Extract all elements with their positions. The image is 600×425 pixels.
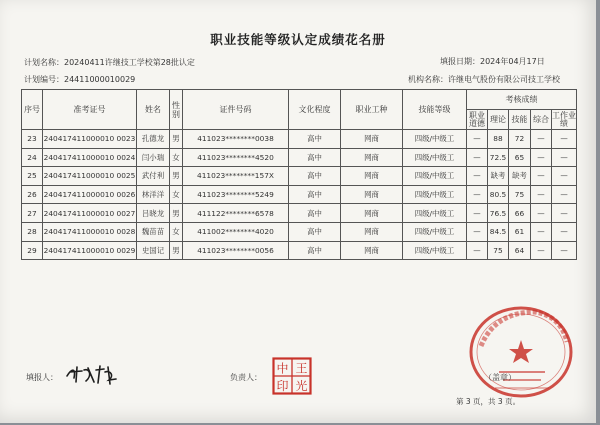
cell-job: 网商 bbox=[341, 185, 403, 204]
cell-skill: 61 bbox=[509, 222, 531, 241]
cell-performance: — bbox=[552, 167, 577, 186]
cell-edu: 高中 bbox=[289, 167, 341, 186]
cell-seq: 29 bbox=[22, 241, 43, 260]
cell-skill: 65 bbox=[509, 148, 531, 167]
cell-job: 网商 bbox=[341, 167, 403, 186]
cell-edu: 高中 bbox=[289, 148, 341, 167]
cell-edu: 高中 bbox=[289, 185, 341, 204]
cell-gender: 女 bbox=[170, 185, 183, 204]
header-scores: 考核成绩 bbox=[467, 90, 577, 110]
table-row bbox=[22, 204, 577, 223]
table-row bbox=[22, 241, 577, 260]
cell-gender: 男 bbox=[170, 130, 183, 149]
cell-performance: — bbox=[552, 185, 577, 204]
cell-job: 网商 bbox=[341, 130, 403, 149]
cell-skill: 66 bbox=[509, 204, 531, 223]
cell-gender: 男 bbox=[170, 241, 183, 260]
cell-performance: — bbox=[552, 222, 577, 241]
cell-theory: 80.5 bbox=[488, 185, 509, 204]
cell-job: 网商 bbox=[341, 204, 403, 223]
cell-edu: 高中 bbox=[289, 241, 341, 260]
cell-seq: 24 bbox=[22, 148, 43, 167]
seal-label: （盖章） bbox=[484, 373, 516, 382]
cell-performance: — bbox=[552, 130, 577, 149]
cell-job: 网商 bbox=[341, 148, 403, 167]
table-header-row bbox=[22, 90, 577, 110]
table-row bbox=[22, 185, 577, 204]
cell-composite: — bbox=[531, 167, 552, 186]
cell-theory: 缺考 bbox=[488, 167, 509, 186]
cell-id: 411023********5249 bbox=[183, 185, 289, 204]
header-ethics: 职业道德 bbox=[467, 110, 488, 130]
stamp-char: 中 bbox=[276, 361, 289, 376]
page-number: 第 3 页，共 3 页。 bbox=[456, 397, 521, 406]
cell-id: 411002********4020 bbox=[183, 222, 289, 241]
cell-level: 四级/中级工 bbox=[403, 204, 467, 223]
cell-theory: 84.5 bbox=[488, 222, 509, 241]
cell-id: 411023********0038 bbox=[183, 130, 289, 149]
cell-job: 网商 bbox=[341, 222, 403, 241]
cell-ethics: — bbox=[467, 185, 488, 204]
cell-seq: 23 bbox=[22, 130, 43, 149]
cell-ticket: 240417411000010 0029 bbox=[43, 241, 137, 260]
cell-performance: — bbox=[552, 204, 577, 223]
cell-composite: — bbox=[531, 185, 552, 204]
cell-seq: 25 bbox=[22, 167, 43, 186]
plan-name: 计划名称：20240411许继技工学校第28批认定 bbox=[24, 58, 195, 67]
cell-id: 411122********6578 bbox=[183, 204, 289, 223]
cell-level: 四级/中级工 bbox=[403, 167, 467, 186]
cell-name: 林洋洋 bbox=[137, 185, 170, 204]
institution-name: 机构名称：许继电气股份有限公司技工学校 bbox=[408, 75, 560, 84]
header-ticket: 准考证号 bbox=[43, 90, 137, 130]
cell-id: 411023********157X bbox=[183, 167, 289, 186]
header-theory: 理论 bbox=[488, 110, 509, 130]
table-row bbox=[22, 130, 577, 149]
cell-edu: 高中 bbox=[289, 222, 341, 241]
table-row bbox=[22, 222, 577, 241]
header-education: 文化程度 bbox=[289, 90, 341, 130]
cell-ethics: — bbox=[467, 222, 488, 241]
cell-id: 411023********4520 bbox=[183, 148, 289, 167]
responsible-label: 负责人： bbox=[230, 373, 262, 382]
cell-id: 411023********0056 bbox=[183, 241, 289, 260]
cell-level: 四级/中级工 bbox=[403, 241, 467, 260]
cell-skill: 72 bbox=[509, 130, 531, 149]
cell-level: 四级/中级工 bbox=[403, 185, 467, 204]
cell-ethics: — bbox=[467, 241, 488, 260]
cell-name: 吕晓龙 bbox=[137, 204, 170, 223]
cell-name: 武付利 bbox=[137, 167, 170, 186]
cell-name: 闫小瑞 bbox=[137, 148, 170, 167]
cell-ticket: 240417411000010 0027 bbox=[43, 204, 137, 223]
company-seal-stamp bbox=[465, 302, 575, 400]
cell-composite: — bbox=[531, 148, 552, 167]
cell-skill: 64 bbox=[509, 241, 531, 260]
document-title: 职业技能等级认定成绩花名册 bbox=[210, 32, 386, 47]
plan-number: 计划编号：24411000010029 bbox=[24, 75, 136, 84]
filler-label: 填报人： bbox=[26, 373, 58, 382]
cell-performance: — bbox=[552, 241, 577, 260]
table-row bbox=[22, 167, 577, 186]
cell-job: 网商 bbox=[341, 241, 403, 260]
cell-composite: — bbox=[531, 222, 552, 241]
cell-level: 四级/中级工 bbox=[403, 148, 467, 167]
cell-ticket: 240417411000010 0026 bbox=[43, 185, 137, 204]
cell-ethics: — bbox=[467, 167, 488, 186]
cell-ethics: — bbox=[467, 204, 488, 223]
stamp-char: 印 bbox=[276, 379, 289, 393]
header-name: 姓名 bbox=[137, 90, 170, 130]
header-level: 技能等级 bbox=[403, 90, 467, 130]
cell-seq: 28 bbox=[22, 222, 43, 241]
cell-name: 孔德龙 bbox=[137, 130, 170, 149]
header-skill: 技能 bbox=[509, 110, 531, 130]
cell-theory: 76.5 bbox=[488, 204, 509, 223]
stamp-char: 光 bbox=[295, 379, 308, 393]
cell-seq: 27 bbox=[22, 204, 43, 223]
cell-level: 四级/中级工 bbox=[403, 222, 467, 241]
cell-seq: 26 bbox=[22, 185, 43, 204]
cell-ethics: — bbox=[467, 130, 488, 149]
header-gender: 性别 bbox=[170, 90, 183, 130]
header-id: 证件号码 bbox=[183, 90, 289, 130]
cell-skill: 缺考 bbox=[509, 167, 531, 186]
cell-edu: 高中 bbox=[289, 204, 341, 223]
cell-gender: 女 bbox=[170, 148, 183, 167]
cell-theory: 75 bbox=[488, 241, 509, 260]
cell-level: 四级/中级工 bbox=[403, 130, 467, 149]
cell-ticket: 240417411000010 0024 bbox=[43, 148, 137, 167]
personal-seal-stamp bbox=[272, 357, 312, 395]
cell-gender: 男 bbox=[170, 204, 183, 223]
cell-composite: — bbox=[531, 130, 552, 149]
fill-date: 填报日期：2024年04月17日 bbox=[440, 57, 545, 66]
cell-name: 魏苗苗 bbox=[137, 222, 170, 241]
cell-composite: — bbox=[531, 241, 552, 260]
cell-gender: 男 bbox=[170, 167, 183, 186]
cell-gender: 女 bbox=[170, 222, 183, 241]
header-composite: 综合 bbox=[531, 110, 552, 130]
cell-skill: 75 bbox=[509, 185, 531, 204]
table-row bbox=[22, 148, 577, 167]
header-seq: 序号 bbox=[22, 90, 43, 130]
cell-ethics: — bbox=[467, 148, 488, 167]
cell-composite: — bbox=[531, 204, 552, 223]
cell-ticket: 240417411000010 0023 bbox=[43, 130, 137, 149]
table-body bbox=[22, 130, 577, 260]
cell-ticket: 240417411000010 0028 bbox=[43, 222, 137, 241]
cell-name: 史国记 bbox=[137, 241, 170, 260]
cell-edu: 高中 bbox=[289, 130, 341, 149]
cell-theory: 72.5 bbox=[488, 148, 509, 167]
header-job: 职业工种 bbox=[341, 90, 403, 130]
header-performance: 工作业绩 bbox=[552, 110, 577, 128]
stamp-char: 王 bbox=[295, 361, 308, 376]
cell-ticket: 240417411000010 0025 bbox=[43, 167, 137, 186]
cell-theory: 88 bbox=[488, 130, 509, 149]
handwritten-signature bbox=[64, 362, 122, 386]
cell-performance: — bbox=[552, 148, 577, 167]
score-table bbox=[21, 89, 577, 260]
